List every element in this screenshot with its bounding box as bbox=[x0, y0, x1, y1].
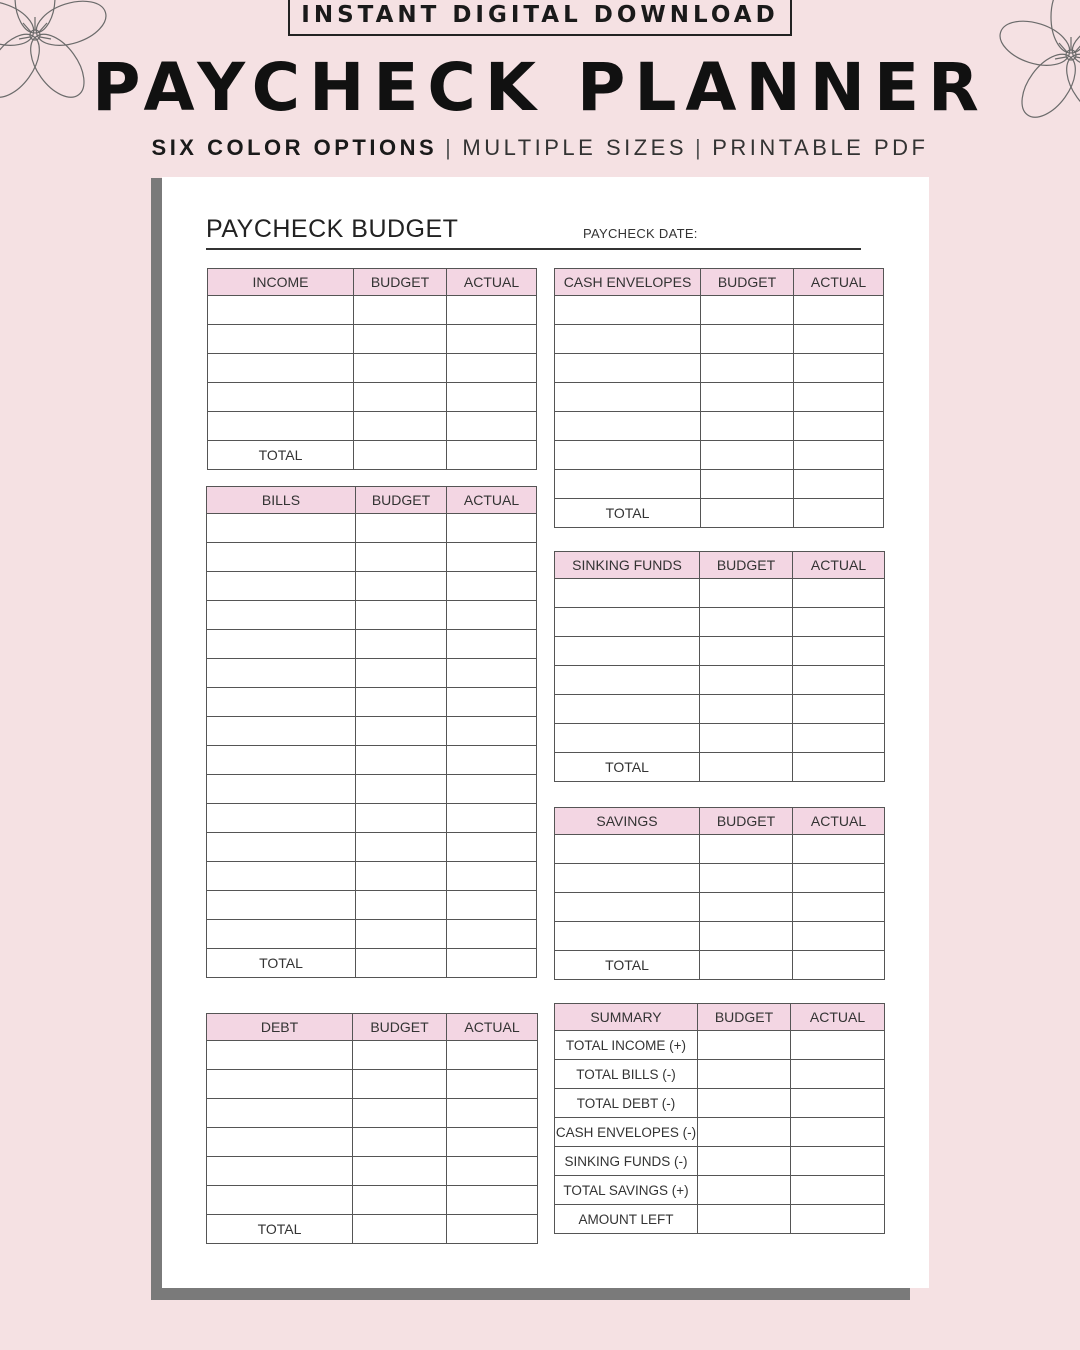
budget-cell[interactable] bbox=[353, 1186, 447, 1215]
actual-cell[interactable] bbox=[447, 1099, 538, 1128]
income-table bbox=[207, 268, 537, 470]
row-label: TOTAL bbox=[207, 949, 356, 978]
actual-column-header: ACTUAL bbox=[447, 1014, 538, 1041]
actual-cell[interactable] bbox=[447, 325, 537, 354]
budget-cell[interactable] bbox=[356, 688, 447, 717]
item-cell[interactable] bbox=[207, 514, 356, 543]
item-cell[interactable] bbox=[208, 412, 354, 441]
item-cell[interactable] bbox=[207, 572, 356, 601]
budget-cell[interactable] bbox=[700, 753, 793, 782]
actual-cell[interactable] bbox=[791, 1205, 885, 1234]
item-cell[interactable] bbox=[207, 543, 356, 572]
actual-cell[interactable] bbox=[447, 746, 537, 775]
item-cell[interactable] bbox=[555, 296, 701, 325]
bills-row bbox=[207, 862, 537, 891]
item-cell[interactable] bbox=[555, 608, 700, 637]
actual-cell[interactable] bbox=[793, 666, 885, 695]
summary-row bbox=[555, 1176, 885, 1205]
row-label: SINKING FUNDS (-) bbox=[555, 1147, 698, 1176]
debt-row bbox=[207, 1157, 538, 1186]
row-label: TOTAL SAVINGS (+) bbox=[555, 1176, 698, 1205]
item-cell[interactable] bbox=[207, 688, 356, 717]
actual-cell[interactable] bbox=[791, 1031, 885, 1060]
actual-cell[interactable] bbox=[793, 893, 885, 922]
actual-cell[interactable] bbox=[793, 951, 885, 980]
sinking-funds-row bbox=[555, 724, 885, 753]
debt-row bbox=[207, 1070, 538, 1099]
actual-cell[interactable] bbox=[447, 1157, 538, 1186]
sinking-funds-table bbox=[554, 551, 885, 782]
row-label: TOTAL bbox=[555, 951, 700, 980]
bills-row bbox=[207, 775, 537, 804]
item-cell[interactable] bbox=[555, 695, 700, 724]
budget-cell[interactable] bbox=[700, 579, 793, 608]
item-cell[interactable] bbox=[555, 325, 701, 354]
actual-cell[interactable] bbox=[793, 922, 885, 951]
debt-total-row bbox=[207, 1215, 538, 1244]
item-cell[interactable] bbox=[555, 579, 700, 608]
budget-cell[interactable] bbox=[701, 354, 794, 383]
budget-column-header: BUDGET bbox=[701, 269, 794, 296]
budget-cell[interactable] bbox=[698, 1176, 791, 1205]
sinking-funds-row bbox=[555, 637, 885, 666]
page-title: PAYCHECK PLANNER bbox=[92, 49, 988, 126]
budget-column-header: BUDGET bbox=[356, 487, 447, 514]
budget-cell[interactable] bbox=[700, 695, 793, 724]
budget-cell[interactable] bbox=[700, 922, 793, 951]
bills-row bbox=[207, 601, 537, 630]
item-cell[interactable] bbox=[555, 383, 701, 412]
row-label: TOTAL bbox=[208, 441, 354, 470]
actual-cell[interactable] bbox=[447, 659, 537, 688]
actual-cell[interactable] bbox=[447, 412, 537, 441]
budget-cell[interactable] bbox=[356, 659, 447, 688]
bills-row bbox=[207, 514, 537, 543]
row-label: TOTAL DEBT (-) bbox=[555, 1089, 698, 1118]
actual-column-header: ACTUAL bbox=[793, 808, 885, 835]
bills-row bbox=[207, 659, 537, 688]
budget-cell[interactable] bbox=[356, 775, 447, 804]
item-cell[interactable] bbox=[555, 637, 700, 666]
bills-row bbox=[207, 804, 537, 833]
budget-cell[interactable] bbox=[356, 862, 447, 891]
actual-cell[interactable] bbox=[447, 296, 537, 325]
savings-row bbox=[555, 922, 885, 951]
budget-cell[interactable] bbox=[356, 746, 447, 775]
budget-cell[interactable] bbox=[354, 354, 447, 383]
actual-column-header: ACTUAL bbox=[794, 269, 884, 296]
item-cell[interactable] bbox=[207, 920, 356, 949]
budget-column-header: BUDGET bbox=[354, 269, 447, 296]
bills-row bbox=[207, 891, 537, 920]
item-cell[interactable] bbox=[208, 354, 354, 383]
actual-cell[interactable] bbox=[794, 470, 884, 499]
budget-cell[interactable] bbox=[700, 666, 793, 695]
item-cell[interactable] bbox=[207, 804, 356, 833]
sinking-funds-row bbox=[555, 608, 885, 637]
paycheck-date-label: PAYCHECK DATE: bbox=[583, 226, 698, 241]
cash-envelopes-column-header: CASH ENVELOPES bbox=[555, 269, 701, 296]
actual-cell[interactable] bbox=[794, 383, 884, 412]
budget-cell[interactable] bbox=[356, 601, 447, 630]
item-cell[interactable] bbox=[555, 412, 701, 441]
debt-row bbox=[207, 1186, 538, 1215]
sinking-funds-row bbox=[555, 695, 885, 724]
actual-cell[interactable] bbox=[447, 441, 537, 470]
budget-cell[interactable] bbox=[701, 325, 794, 354]
budget-cell[interactable] bbox=[356, 804, 447, 833]
actual-cell[interactable] bbox=[794, 441, 884, 470]
budget-cell[interactable] bbox=[701, 470, 794, 499]
budget-cell[interactable] bbox=[353, 1157, 447, 1186]
debt-column-header: DEBT bbox=[207, 1014, 353, 1041]
item-cell[interactable] bbox=[207, 717, 356, 746]
budget-cell[interactable] bbox=[353, 1099, 447, 1128]
actual-cell[interactable] bbox=[447, 891, 537, 920]
row-label: CASH ENVELOPES (-) bbox=[555, 1118, 698, 1147]
actual-cell[interactable] bbox=[793, 608, 885, 637]
item-cell[interactable] bbox=[207, 1041, 353, 1070]
item-cell[interactable] bbox=[207, 1099, 353, 1128]
actual-cell[interactable] bbox=[447, 543, 537, 572]
item-cell[interactable] bbox=[207, 833, 356, 862]
budget-cell[interactable] bbox=[700, 893, 793, 922]
bills-row bbox=[207, 746, 537, 775]
row-label: TOTAL bbox=[555, 499, 701, 528]
actual-cell[interactable] bbox=[794, 354, 884, 383]
actual-cell[interactable] bbox=[447, 804, 537, 833]
row-label: TOTAL bbox=[555, 753, 700, 782]
actual-cell[interactable] bbox=[447, 1041, 538, 1070]
actual-cell[interactable] bbox=[447, 775, 537, 804]
row-label: TOTAL INCOME (+) bbox=[555, 1031, 698, 1060]
summary-row bbox=[555, 1118, 885, 1147]
cash-envelopes-header-row bbox=[555, 269, 884, 296]
actual-cell[interactable] bbox=[447, 383, 537, 412]
budget-cell[interactable] bbox=[698, 1060, 791, 1089]
summary-header-row bbox=[555, 1004, 885, 1031]
actual-column-header: ACTUAL bbox=[793, 552, 885, 579]
item-cell[interactable] bbox=[555, 724, 700, 753]
actual-cell[interactable] bbox=[447, 949, 537, 978]
actual-cell[interactable] bbox=[793, 695, 885, 724]
income-row bbox=[208, 296, 537, 325]
income-header-row bbox=[208, 269, 537, 296]
budget-cell[interactable] bbox=[354, 383, 447, 412]
actual-cell[interactable] bbox=[791, 1147, 885, 1176]
budget-cell[interactable] bbox=[701, 383, 794, 412]
actual-cell[interactable] bbox=[447, 1070, 538, 1099]
item-cell[interactable] bbox=[207, 630, 356, 659]
actual-cell[interactable] bbox=[447, 688, 537, 717]
income-row bbox=[208, 412, 537, 441]
cash-envelopes-row bbox=[555, 325, 884, 354]
bills-row bbox=[207, 920, 537, 949]
budget-column-header: BUDGET bbox=[353, 1014, 447, 1041]
item-cell[interactable] bbox=[555, 354, 701, 383]
actual-cell[interactable] bbox=[791, 1089, 885, 1118]
savings-table bbox=[554, 807, 885, 980]
summary-row bbox=[555, 1089, 885, 1118]
instant-download-banner: INSTANT DIGITAL DOWNLOAD bbox=[288, 0, 792, 36]
actual-column-header: ACTUAL bbox=[447, 269, 537, 296]
budget-cell[interactable] bbox=[700, 608, 793, 637]
budget-cell[interactable] bbox=[701, 296, 794, 325]
cash-envelopes-row bbox=[555, 412, 884, 441]
actual-cell[interactable] bbox=[793, 835, 885, 864]
budget-column-header: BUDGET bbox=[700, 552, 793, 579]
actual-column-header: ACTUAL bbox=[447, 487, 537, 514]
cash-envelopes-row bbox=[555, 296, 884, 325]
actual-cell[interactable] bbox=[791, 1118, 885, 1147]
bills-row bbox=[207, 833, 537, 862]
budget-cell[interactable] bbox=[356, 572, 447, 601]
bills-row bbox=[207, 572, 537, 601]
savings-row bbox=[555, 864, 885, 893]
item-cell[interactable] bbox=[208, 383, 354, 412]
budget-cell[interactable] bbox=[701, 499, 794, 528]
summary-row bbox=[555, 1060, 885, 1089]
cash-envelopes-row bbox=[555, 470, 884, 499]
item-cell[interactable] bbox=[555, 441, 701, 470]
summary-row bbox=[555, 1147, 885, 1176]
sheet-title: PAYCHECK BUDGET bbox=[206, 215, 459, 243]
sinking-funds-row bbox=[555, 579, 885, 608]
actual-cell[interactable] bbox=[793, 637, 885, 666]
budget-cell[interactable] bbox=[700, 951, 793, 980]
income-total-row bbox=[208, 441, 537, 470]
summary-column-header: SUMMARY bbox=[555, 1004, 698, 1031]
budget-cell[interactable] bbox=[698, 1147, 791, 1176]
actual-cell[interactable] bbox=[447, 1186, 538, 1215]
actual-cell[interactable] bbox=[794, 296, 884, 325]
bills-table bbox=[206, 486, 537, 978]
subtitle-sizes: MULTIPLE SIZES bbox=[462, 135, 688, 160]
subtitle-separator: | bbox=[695, 135, 705, 160]
actual-column-header: ACTUAL bbox=[791, 1004, 885, 1031]
cash-envelopes-row bbox=[555, 354, 884, 383]
item-cell[interactable] bbox=[207, 601, 356, 630]
debt-row bbox=[207, 1099, 538, 1128]
budget-cell[interactable] bbox=[698, 1118, 791, 1147]
row-label: TOTAL BILLS (-) bbox=[555, 1060, 698, 1089]
budget-cell[interactable] bbox=[353, 1041, 447, 1070]
budget-column-header: BUDGET bbox=[700, 808, 793, 835]
income-column-header: INCOME bbox=[208, 269, 354, 296]
subtitle-color-options: SIX COLOR OPTIONS bbox=[151, 135, 438, 160]
debt-row bbox=[207, 1041, 538, 1070]
actual-cell[interactable] bbox=[447, 717, 537, 746]
actual-cell[interactable] bbox=[793, 753, 885, 782]
item-cell[interactable] bbox=[207, 746, 356, 775]
budget-cell[interactable] bbox=[700, 724, 793, 753]
budget-cell[interactable] bbox=[356, 833, 447, 862]
title-divider bbox=[206, 248, 861, 250]
budget-cell[interactable] bbox=[356, 891, 447, 920]
debt-header-row bbox=[207, 1014, 538, 1041]
item-cell[interactable] bbox=[207, 891, 356, 920]
savings-total-row bbox=[555, 951, 885, 980]
budget-cell[interactable] bbox=[698, 1089, 791, 1118]
budget-cell[interactable] bbox=[354, 296, 447, 325]
budget-cell[interactable] bbox=[700, 864, 793, 893]
budget-cell[interactable] bbox=[356, 920, 447, 949]
actual-cell[interactable] bbox=[794, 412, 884, 441]
bills-row bbox=[207, 630, 537, 659]
budget-cell[interactable] bbox=[701, 412, 794, 441]
bills-column-header: BILLS bbox=[207, 487, 356, 514]
item-cell[interactable] bbox=[555, 893, 700, 922]
actual-cell[interactable] bbox=[793, 864, 885, 893]
actual-cell[interactable] bbox=[793, 724, 885, 753]
item-cell[interactable] bbox=[555, 864, 700, 893]
actual-cell[interactable] bbox=[447, 601, 537, 630]
summary-row bbox=[555, 1205, 885, 1234]
budget-cell[interactable] bbox=[356, 717, 447, 746]
item-cell[interactable] bbox=[555, 666, 700, 695]
cash-envelopes-table bbox=[554, 268, 884, 528]
budget-cell[interactable] bbox=[701, 441, 794, 470]
income-row bbox=[208, 325, 537, 354]
item-cell[interactable] bbox=[207, 659, 356, 688]
budget-cell[interactable] bbox=[354, 412, 447, 441]
item-cell[interactable] bbox=[208, 296, 354, 325]
item-cell[interactable] bbox=[207, 1128, 353, 1157]
actual-cell[interactable] bbox=[791, 1176, 885, 1205]
debt-row bbox=[207, 1128, 538, 1157]
budget-cell[interactable] bbox=[356, 949, 447, 978]
budget-cell[interactable] bbox=[356, 630, 447, 659]
row-label: TOTAL bbox=[207, 1215, 353, 1244]
bills-header-row bbox=[207, 487, 537, 514]
actual-cell[interactable] bbox=[447, 572, 537, 601]
budget-cell[interactable] bbox=[700, 835, 793, 864]
summary-table bbox=[554, 1003, 885, 1234]
savings-row bbox=[555, 835, 885, 864]
savings-header-row bbox=[555, 808, 885, 835]
sinking-funds-row bbox=[555, 666, 885, 695]
row-label: AMOUNT LEFT bbox=[555, 1205, 698, 1234]
item-cell[interactable] bbox=[207, 1186, 353, 1215]
budget-cell[interactable] bbox=[356, 543, 447, 572]
item-cell[interactable] bbox=[207, 775, 356, 804]
actual-cell[interactable] bbox=[447, 862, 537, 891]
actual-cell[interactable] bbox=[447, 514, 537, 543]
subtitle-pdf: PRINTABLE PDF bbox=[712, 135, 929, 160]
cash-envelopes-row bbox=[555, 383, 884, 412]
budget-column-header: BUDGET bbox=[698, 1004, 791, 1031]
actual-cell[interactable] bbox=[447, 920, 537, 949]
actual-cell[interactable] bbox=[793, 579, 885, 608]
subtitle bbox=[0, 135, 1080, 161]
actual-cell[interactable] bbox=[794, 325, 884, 354]
sinking-funds-column-header: SINKING FUNDS bbox=[555, 552, 700, 579]
item-cell[interactable] bbox=[207, 862, 356, 891]
sinking-funds-header-row bbox=[555, 552, 885, 579]
bills-row bbox=[207, 688, 537, 717]
sinking-funds-total-row bbox=[555, 753, 885, 782]
bills-row bbox=[207, 717, 537, 746]
cash-envelopes-row bbox=[555, 441, 884, 470]
income-row bbox=[208, 354, 537, 383]
item-cell[interactable] bbox=[555, 922, 700, 951]
budget-cell[interactable] bbox=[353, 1070, 447, 1099]
budget-cell[interactable] bbox=[353, 1128, 447, 1157]
actual-cell[interactable] bbox=[447, 1128, 538, 1157]
actual-cell[interactable] bbox=[447, 1215, 538, 1244]
debt-table bbox=[206, 1013, 538, 1244]
income-row bbox=[208, 383, 537, 412]
budget-cell[interactable] bbox=[354, 325, 447, 354]
actual-cell[interactable] bbox=[794, 499, 884, 528]
savings-row bbox=[555, 893, 885, 922]
bills-total-row bbox=[207, 949, 537, 978]
cash-envelopes-total-row bbox=[555, 499, 884, 528]
item-cell[interactable] bbox=[207, 1157, 353, 1186]
budget-cell[interactable] bbox=[700, 637, 793, 666]
summary-row bbox=[555, 1031, 885, 1060]
actual-cell[interactable] bbox=[791, 1060, 885, 1089]
actual-cell[interactable] bbox=[447, 833, 537, 862]
item-cell[interactable] bbox=[207, 1070, 353, 1099]
item-cell[interactable] bbox=[555, 470, 701, 499]
budget-cell[interactable] bbox=[356, 514, 447, 543]
subtitle-separator: | bbox=[445, 135, 455, 160]
bills-row bbox=[207, 543, 537, 572]
budget-cell[interactable] bbox=[698, 1031, 791, 1060]
actual-cell[interactable] bbox=[447, 354, 537, 383]
item-cell[interactable] bbox=[555, 835, 700, 864]
item-cell[interactable] bbox=[208, 325, 354, 354]
budget-cell[interactable] bbox=[354, 441, 447, 470]
budget-cell[interactable] bbox=[698, 1205, 791, 1234]
savings-column-header: SAVINGS bbox=[555, 808, 700, 835]
actual-cell[interactable] bbox=[447, 630, 537, 659]
budget-cell[interactable] bbox=[353, 1215, 447, 1244]
